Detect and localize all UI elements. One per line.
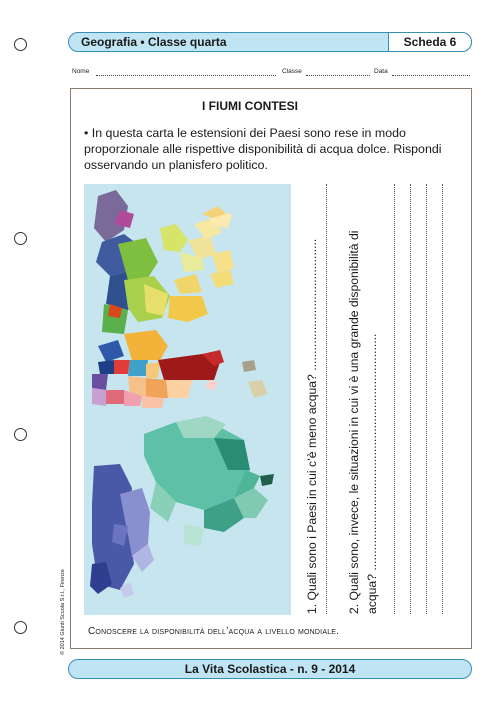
punch-hole-4: [14, 621, 27, 634]
name-label: Nome: [72, 68, 90, 75]
sheet-label: Scheda 6: [388, 32, 472, 52]
name-field[interactable]: [96, 75, 276, 76]
date-label: Data: [374, 68, 388, 75]
question-2-text-line2: acqua? ......................................................................: [365, 333, 379, 614]
cartogram-map: [84, 184, 291, 615]
copyright-notice: [58, 440, 68, 655]
question-1: [302, 184, 322, 614]
student-fields: [72, 68, 470, 80]
punch-hole-3: [14, 428, 27, 441]
question-1-text: 1. Quali sono i Paesi in cui c’è meno acqua? .......................................: [305, 238, 319, 614]
question-2: [344, 184, 364, 614]
cartogram-map-image: [84, 184, 291, 615]
date-field[interactable]: [392, 75, 470, 76]
worksheet-title: I FIUMI CONTESI: [202, 99, 298, 113]
class-field[interactable]: [306, 75, 370, 76]
answer-line-2d[interactable]: [442, 184, 443, 614]
answer-line-2a[interactable]: [394, 184, 395, 614]
learning-objective: Conoscere la disponibilità dell’acqua a livello mondiale.: [88, 626, 340, 637]
answer-line-1a[interactable]: [326, 184, 327, 614]
class-label: Classe: [282, 68, 302, 75]
punch-hole-2: [14, 232, 27, 245]
footer-bar: La Vita Scolastica - n. 9 - 2014: [68, 659, 472, 679]
punch-hole-1: [14, 38, 27, 51]
questions-area: [298, 184, 463, 614]
question-2-cont: [362, 184, 382, 614]
subject-label: Geografia • Classe quarta: [81, 35, 227, 49]
question-2-text-line1: 2. Quali sono, invece, le situazioni in cui vi è una grande disponibilità di: [347, 230, 361, 614]
answer-line-2c[interactable]: [426, 184, 427, 614]
answer-line-2b[interactable]: [410, 184, 411, 614]
instructions-text: • In questa carta le estensioni dei Paesi sono rese in modo proporzionale alle rispettive disponibilità di acqua dolce. Rispondi osservando un planisfero politico.: [84, 126, 442, 172]
header-bar: [68, 32, 472, 52]
copyright-text: © 2014 Giunti Scuola S.r.l., Firenze: [60, 569, 66, 655]
